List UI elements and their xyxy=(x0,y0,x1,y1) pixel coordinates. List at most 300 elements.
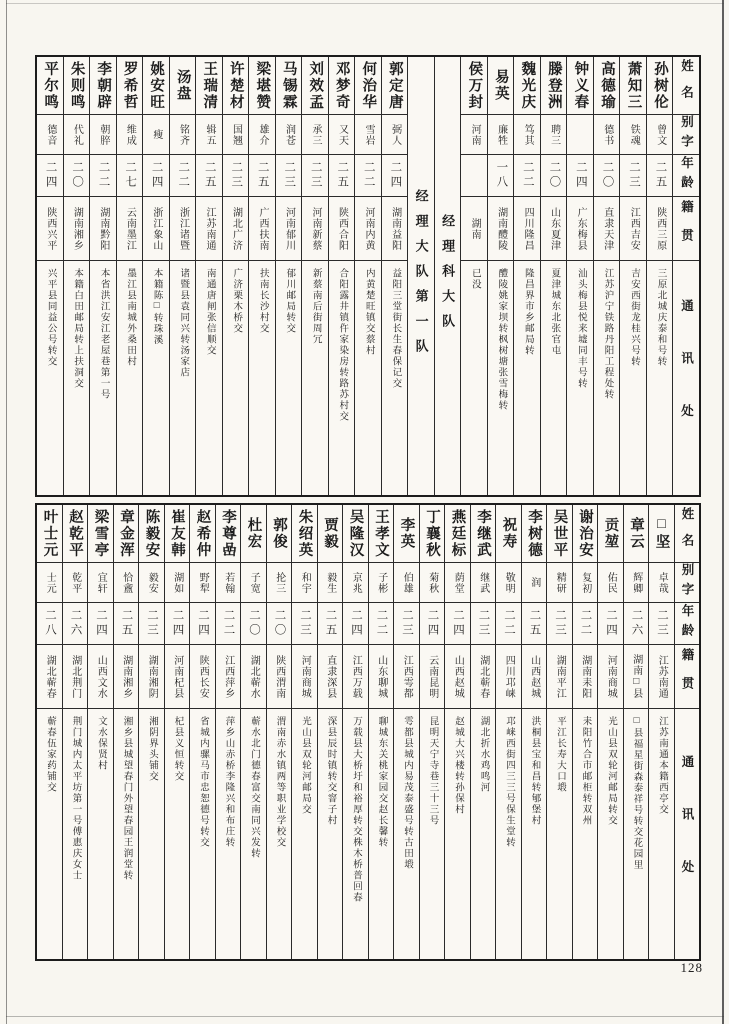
person-column xyxy=(64,57,91,495)
name-cell-text: 吴隆汉 xyxy=(347,508,364,559)
courtesy-name-cell xyxy=(216,563,241,603)
age-cell xyxy=(620,155,646,197)
address-cell-text: 隆昌界市乡邮局转 xyxy=(522,268,533,356)
courtesy-name-cell xyxy=(117,115,143,155)
address-cell xyxy=(37,709,62,959)
origin-cell-text: 浙江诸暨 xyxy=(177,206,189,251)
name-cell xyxy=(382,57,408,115)
address-cell xyxy=(88,709,113,959)
age-cell-text: 二三 xyxy=(146,609,158,638)
person-column xyxy=(114,505,140,959)
origin-cell xyxy=(382,197,408,261)
name-cell-text: 汤盘 xyxy=(174,69,191,102)
name-cell xyxy=(216,505,241,563)
person-column xyxy=(165,505,191,959)
origin-cell-text: 山西文水 xyxy=(95,654,107,699)
person-column xyxy=(488,57,515,495)
name-cell-text: 许楚材 xyxy=(227,60,244,111)
person-column xyxy=(343,505,369,959)
age-cell-text: 二二 xyxy=(375,609,388,638)
origin-cell-text: 陕西兴平 xyxy=(44,206,56,251)
page-frame-left xyxy=(6,0,7,1024)
name-cell xyxy=(37,57,63,115)
age-cell-text: 二三 xyxy=(283,161,296,190)
origin-cell-text: 陕西长安 xyxy=(197,654,209,699)
age-cell xyxy=(292,603,317,645)
origin-cell-text: 湖北蕲水 xyxy=(248,654,260,699)
origin-cell xyxy=(170,197,196,261)
courtesy-name-cell xyxy=(223,115,249,155)
name-cell-text: 郭俊 xyxy=(271,517,287,550)
origin-cell-text: 河南郁川 xyxy=(283,206,295,251)
name-cell xyxy=(64,57,90,115)
courtesy-name-cell xyxy=(394,563,419,603)
age-cell xyxy=(90,155,116,197)
age-cell-text: 二四 xyxy=(350,609,362,638)
address-cell xyxy=(114,709,139,959)
person-column xyxy=(318,505,344,959)
person-column xyxy=(496,505,522,959)
courtesy-name-cell xyxy=(573,563,598,603)
age-cell-text: 二五 xyxy=(528,609,541,638)
address-cell-text: 雩都县城内易茂泰盛号转古田塅 xyxy=(402,716,412,870)
origin-cell-text: 湖南湘乡 xyxy=(120,654,132,699)
header-courtesy xyxy=(675,563,700,603)
name-cell xyxy=(594,57,620,115)
courtesy-name-cell xyxy=(471,563,496,603)
age-cell-text: 二六 xyxy=(630,609,643,638)
section-label xyxy=(408,57,434,495)
address-cell xyxy=(394,709,419,959)
courtesy-name-cell-text: 国翘 xyxy=(230,123,242,146)
age-cell xyxy=(594,155,620,197)
age-cell xyxy=(37,603,62,645)
courtesy-name-cell-text: 子彬 xyxy=(375,571,387,594)
person-column xyxy=(292,505,318,959)
header-name xyxy=(675,505,700,563)
courtesy-name-cell xyxy=(496,563,521,603)
age-cell-text: 二四 xyxy=(95,609,107,638)
age-cell xyxy=(461,155,487,197)
courtesy-name-cell-text: 辑五 xyxy=(203,123,215,146)
address-cell xyxy=(573,709,598,959)
name-cell-text: 燕廷标 xyxy=(449,508,466,559)
name-cell xyxy=(547,505,572,563)
header-name-text: 姓名 xyxy=(680,507,694,560)
origin-cell-text: 湖南益阳 xyxy=(389,206,401,251)
name-cell-text: 李继武 xyxy=(475,508,491,559)
courtesy-name-cell-text: 铁魂 xyxy=(628,123,640,146)
courtesy-name-cell xyxy=(63,563,88,603)
origin-cell xyxy=(573,645,598,709)
origin-cell xyxy=(547,645,572,709)
courtesy-name-cell-text: 润苍 xyxy=(283,123,295,146)
person-column xyxy=(394,505,420,959)
name-cell-text: 叶士元 xyxy=(41,508,58,559)
address-cell-text: 诸暨县袁同兴转汤家店 xyxy=(178,268,189,378)
origin-cell xyxy=(420,645,445,709)
name-cell-text: 易英 xyxy=(492,69,509,102)
age-cell-text: 二五 xyxy=(336,161,349,190)
age-cell-text: 二三 xyxy=(554,609,566,638)
address-cell xyxy=(382,261,408,495)
origin-cell-text: 陕西渭南 xyxy=(273,654,285,699)
address-cell-text: 文水保贤村 xyxy=(96,716,106,771)
person-column xyxy=(445,505,471,959)
origin-cell-text: 山西赵城 xyxy=(452,654,464,699)
age-cell-text: 二八 xyxy=(44,609,56,638)
name-cell xyxy=(514,57,540,115)
name-cell-text: 邓梦奇 xyxy=(333,60,350,111)
age-cell xyxy=(165,603,190,645)
origin-cell xyxy=(567,197,593,261)
origin-cell xyxy=(445,645,470,709)
origin-cell-text: 湖南平江 xyxy=(554,654,566,699)
person-column xyxy=(88,505,114,959)
origin-cell-text: 浙江象山 xyxy=(150,206,162,251)
courtesy-name-cell-text: 德音 xyxy=(44,123,56,146)
age-cell-text: 二三 xyxy=(627,161,640,190)
age-cell xyxy=(624,603,649,645)
age-cell xyxy=(488,155,514,197)
name-cell xyxy=(461,57,487,115)
address-cell xyxy=(241,709,266,959)
roster-table-bottom xyxy=(35,503,701,961)
origin-cell-text: 湖南醴陵 xyxy=(495,206,507,251)
age-cell xyxy=(649,603,674,645)
courtesy-name-cell-text: 菊秋 xyxy=(426,571,438,594)
courtesy-name-cell-text: 恰盦 xyxy=(120,571,132,594)
origin-cell xyxy=(267,645,292,709)
origin-cell-text: 陕西三原 xyxy=(654,206,666,251)
name-cell xyxy=(488,57,514,115)
address-cell xyxy=(471,709,496,959)
header-age-text: 年龄 xyxy=(679,156,694,195)
age-cell xyxy=(329,155,355,197)
origin-cell-text: 四川隆昌 xyxy=(522,206,534,251)
courtesy-name-cell-text: 朝脺 xyxy=(97,123,109,146)
name-cell-text: 梁雪亭 xyxy=(92,508,109,559)
age-cell-text: 二〇 xyxy=(71,161,84,190)
address-cell xyxy=(276,261,302,495)
address-cell-text: 光山县双轮河邮局转交 xyxy=(606,716,616,826)
address-cell xyxy=(223,261,249,495)
age-cell xyxy=(139,603,164,645)
origin-cell xyxy=(598,645,623,709)
courtesy-name-cell xyxy=(445,563,470,603)
header-name xyxy=(673,57,699,115)
origin-cell-text: 湖南 xyxy=(469,217,481,240)
origin-cell xyxy=(165,645,190,709)
courtesy-name-cell-text: 荫堂 xyxy=(452,571,464,594)
name-cell xyxy=(114,505,139,563)
header-address-text: 通讯处 xyxy=(679,299,694,457)
origin-cell-text: 湖南黔阳 xyxy=(97,206,109,251)
courtesy-name-cell-text: 士元 xyxy=(44,571,56,594)
name-cell-text: 姚安旺 xyxy=(148,60,165,111)
name-cell xyxy=(647,57,673,115)
name-cell xyxy=(196,57,222,115)
section-label-text: 经理大队第一队 xyxy=(413,188,429,364)
courtesy-name-cell xyxy=(541,115,567,155)
age-cell xyxy=(196,155,222,197)
courtesy-name-cell xyxy=(37,563,62,603)
header-address xyxy=(675,709,700,959)
origin-cell xyxy=(64,197,90,261)
origin-cell xyxy=(292,645,317,709)
address-cell-text: 本籍白田邮局转上扶洞交 xyxy=(72,268,83,389)
address-cell-text: 省城内骡马市忠恕德号转交 xyxy=(198,716,208,848)
name-cell-text: 崔友韩 xyxy=(169,508,185,559)
address-cell xyxy=(369,709,394,959)
courtesy-name-cell-text: 复初 xyxy=(579,571,591,594)
address-cell-text: 新蔡南后街周冗 xyxy=(310,268,321,345)
age-cell-text: 二四 xyxy=(44,161,57,190)
age-cell xyxy=(143,155,169,197)
origin-cell-text: 山东聊城 xyxy=(375,654,387,699)
courtesy-name-cell-text: 雪岩 xyxy=(363,123,375,146)
origin-cell xyxy=(37,645,62,709)
origin-cell xyxy=(620,197,646,261)
address-cell xyxy=(649,709,674,959)
age-cell xyxy=(394,603,419,645)
name-cell-text: 萧知三 xyxy=(625,60,642,111)
origin-cell xyxy=(139,645,164,709)
courtesy-name-cell xyxy=(241,563,266,603)
courtesy-name-cell-text: 精研 xyxy=(554,571,566,594)
name-cell-text: 梁堪赞 xyxy=(254,60,271,111)
address-cell xyxy=(196,261,222,495)
age-cell xyxy=(445,603,470,645)
courtesy-name-cell xyxy=(594,115,620,155)
address-cell-text: 江苏沪宁铁路丹阳工程处转 xyxy=(602,268,613,400)
courtesy-name-cell xyxy=(620,115,646,155)
address-cell xyxy=(514,261,540,495)
address-cell xyxy=(37,261,63,495)
courtesy-name-cell-text: 廉牲 xyxy=(495,123,507,146)
courtesy-name-cell-text: 湖如 xyxy=(171,571,183,594)
name-cell xyxy=(624,505,649,563)
age-cell xyxy=(369,603,394,645)
origin-cell xyxy=(649,645,674,709)
origin-cell xyxy=(624,645,649,709)
age-cell-text: 二二 xyxy=(521,161,534,190)
age-cell-text: 二三 xyxy=(309,161,322,190)
courtesy-name-cell-text: 铭齐 xyxy=(177,123,189,146)
name-cell xyxy=(63,505,88,563)
address-cell xyxy=(624,709,649,959)
header-address xyxy=(673,261,699,495)
name-cell-text: 马锡霖 xyxy=(280,60,297,111)
age-cell xyxy=(573,603,598,645)
name-cell xyxy=(267,505,292,563)
person-column xyxy=(170,57,197,495)
courtesy-name-cell-text: 继武 xyxy=(477,571,489,594)
courtesy-name-cell xyxy=(488,115,514,155)
name-cell xyxy=(223,57,249,115)
courtesy-name-cell xyxy=(37,115,63,155)
age-cell-text: 二二 xyxy=(503,609,515,638)
name-cell xyxy=(343,505,368,563)
name-cell-text: 郭定唐 xyxy=(386,60,403,111)
age-cell xyxy=(88,603,113,645)
address-cell-text: 本籍陈□转珠溪 xyxy=(151,268,162,346)
origin-cell xyxy=(90,197,116,261)
address-cell-text: 湖北折水鸡鸣河 xyxy=(478,716,489,793)
person-column xyxy=(647,57,674,495)
address-cell xyxy=(488,261,514,495)
age-cell xyxy=(223,155,249,197)
address-cell-text: 蕲水北门德春富交南同兴发转 xyxy=(249,716,259,859)
header-address-text: 通讯处 xyxy=(680,755,694,913)
origin-cell xyxy=(355,197,381,261)
age-cell xyxy=(541,155,567,197)
courtesy-name-cell-text: 毅安 xyxy=(146,571,158,594)
origin-cell-text: 江西万载 xyxy=(350,654,362,699)
courtesy-name-cell-text: 若翰 xyxy=(222,571,234,594)
address-cell-text: 湘乡县城望春门外望春园王润堂转 xyxy=(121,716,132,881)
courtesy-name-cell xyxy=(267,563,292,603)
origin-cell xyxy=(276,197,302,261)
name-cell-text: 高德瑜 xyxy=(598,60,615,111)
name-cell xyxy=(88,505,113,563)
address-cell xyxy=(496,709,521,959)
person-column xyxy=(190,505,216,959)
person-column xyxy=(90,57,117,495)
header-age xyxy=(675,603,700,645)
courtesy-name-cell-text: 伯雄 xyxy=(401,571,413,594)
origin-cell-text: 湖南□县 xyxy=(630,654,642,699)
courtesy-name-cell-text: 润 xyxy=(528,577,540,588)
name-cell-text: 丁襄秋 xyxy=(424,508,440,559)
courtesy-name-cell-text: 聘三 xyxy=(548,123,560,146)
name-cell xyxy=(649,505,674,563)
name-cell-text: 陈毅安 xyxy=(143,508,160,559)
address-cell-text: 昆明天宁寺巷三十三号 xyxy=(427,716,438,826)
name-cell-text: □坚 xyxy=(653,516,670,551)
age-cell-text: 二五 xyxy=(654,161,667,190)
origin-cell-text: 四川邛崃 xyxy=(503,654,515,699)
header-origin-text: 籍贯 xyxy=(679,200,694,257)
age-cell xyxy=(302,155,328,197)
courtesy-name-cell xyxy=(165,563,190,603)
address-cell xyxy=(63,709,88,959)
header-origin xyxy=(675,645,700,709)
name-cell-text: 朱绍英 xyxy=(296,508,313,559)
age-cell-text: 二四 xyxy=(605,609,617,638)
origin-cell-text: 河南商城 xyxy=(605,654,617,699)
address-cell-text: 广济栗木桥交 xyxy=(231,268,242,334)
age-cell xyxy=(343,603,368,645)
origin-cell-text: 湖南湘阴 xyxy=(146,654,158,699)
courtesy-name-cell xyxy=(139,563,164,603)
courtesy-name-cell xyxy=(318,563,343,603)
courtesy-name-cell xyxy=(276,115,302,155)
person-column xyxy=(594,57,621,495)
address-cell xyxy=(547,709,572,959)
age-cell xyxy=(355,155,381,197)
address-cell xyxy=(541,261,567,495)
address-cell xyxy=(594,261,620,495)
address-cell xyxy=(170,261,196,495)
address-cell xyxy=(445,709,470,959)
age-cell xyxy=(241,603,266,645)
origin-cell-text: 陕西合阳 xyxy=(336,206,348,251)
person-column xyxy=(471,505,497,959)
origin-cell xyxy=(488,197,514,261)
courtesy-name-cell xyxy=(170,115,196,155)
age-cell-text: 二三 xyxy=(656,609,668,638)
age-cell xyxy=(64,155,90,197)
origin-cell xyxy=(471,645,496,709)
courtesy-name-cell-text: 子宽 xyxy=(248,571,260,594)
name-cell xyxy=(143,57,169,115)
name-cell xyxy=(302,57,328,115)
page-frame-bottom xyxy=(6,1016,724,1017)
person-column xyxy=(541,57,568,495)
name-cell xyxy=(37,505,62,563)
address-cell-text: 万载县大桥圩和裕厚转交株木桥普回春 xyxy=(351,716,361,903)
name-cell-text: 吴世平 xyxy=(551,508,568,559)
person-column xyxy=(241,505,267,959)
name-cell-text: 李尊嵒 xyxy=(220,508,236,559)
name-cell-text: 李朝辟 xyxy=(95,60,112,111)
person-column xyxy=(547,505,573,959)
name-cell-text: 李树德 xyxy=(526,508,542,559)
age-cell xyxy=(117,155,143,197)
name-cell-text: 朱则鸣 xyxy=(68,60,85,111)
name-cell-text: 章金浑 xyxy=(118,508,134,559)
address-cell xyxy=(292,709,317,959)
address-cell-text: 杞县义恒转交 xyxy=(172,716,183,782)
section-column xyxy=(408,57,435,495)
name-cell xyxy=(471,505,496,563)
age-cell xyxy=(496,603,521,645)
name-cell-text: 贾毅 xyxy=(322,517,338,550)
origin-cell xyxy=(343,645,368,709)
person-column xyxy=(649,505,675,959)
name-cell xyxy=(292,505,317,563)
age-cell xyxy=(567,155,593,197)
courtesy-name-cell-text: 佑民 xyxy=(605,571,617,594)
header-column xyxy=(673,57,699,495)
origin-cell-text: 江苏南通 xyxy=(656,654,668,699)
origin-cell xyxy=(496,645,521,709)
age-cell-text: 二二 xyxy=(97,161,110,190)
address-cell-text: 郁川邮局转交 xyxy=(284,268,295,334)
name-cell-text: 孙树伦 xyxy=(651,60,668,111)
courtesy-name-cell xyxy=(522,563,547,603)
name-cell xyxy=(170,57,196,115)
age-cell-text: 二〇 xyxy=(273,609,286,638)
origin-cell-text: 湖南耒阳 xyxy=(579,654,591,699)
courtesy-name-cell-text: 毅生 xyxy=(324,571,336,594)
origin-cell xyxy=(37,197,63,261)
courtesy-name-cell-text: 雄介 xyxy=(256,123,268,146)
address-cell xyxy=(165,709,190,959)
name-cell xyxy=(522,505,547,563)
name-cell xyxy=(139,505,164,563)
age-cell xyxy=(267,603,292,645)
address-cell-text: 吉安西街龙桂兴号转 xyxy=(628,268,639,367)
origin-cell xyxy=(117,197,143,261)
address-cell xyxy=(522,709,547,959)
origin-cell-text: 湖南湘乡 xyxy=(71,206,83,251)
address-cell xyxy=(647,261,673,495)
person-column xyxy=(624,505,650,959)
origin-cell-text: 直隶深县 xyxy=(324,654,336,699)
courtesy-name-cell xyxy=(249,115,275,155)
